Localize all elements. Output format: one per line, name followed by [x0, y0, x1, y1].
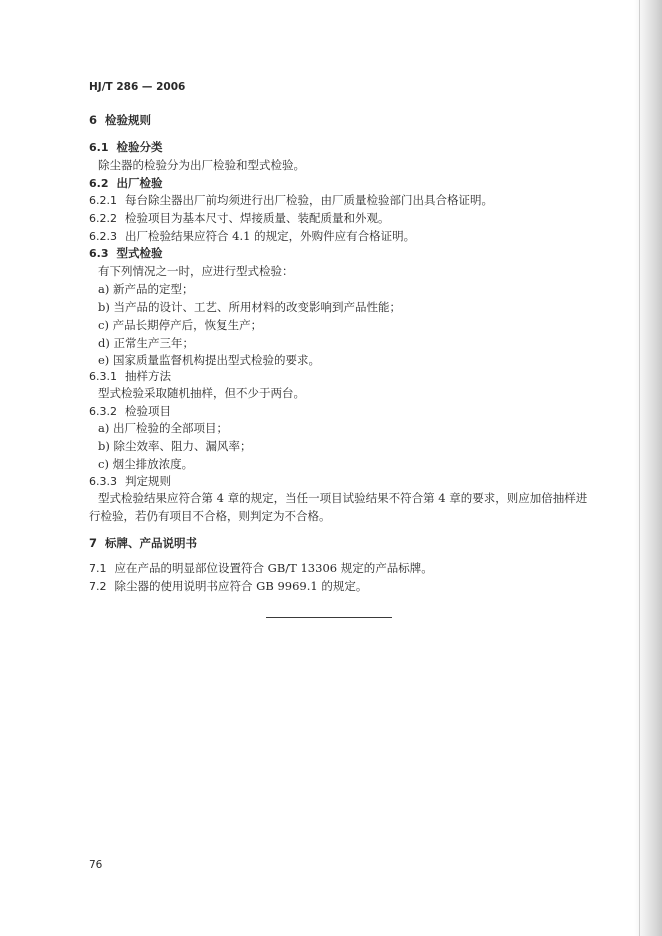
clause-title: 型式检验 — [116, 246, 163, 260]
clause-6-1-heading — [89, 140, 163, 155]
clause-title: 检验项目 — [125, 404, 171, 418]
clause-number: 6.3.1 — [89, 370, 117, 383]
clause-6-3-1-body: 型式检验采取随机抽样，但不少于两台。 — [98, 386, 305, 400]
list-item: c) 烟尘排放浓度。 — [98, 457, 194, 471]
list-item: e) 国家质量监督机构提出型式检验的要求。 — [98, 353, 320, 367]
clause-number: 7.1 — [89, 562, 107, 575]
list-item: a) 出厂检验的全部项目； — [98, 421, 228, 435]
section-7-heading — [89, 536, 197, 550]
clause-6-2-2 — [89, 211, 390, 226]
clause-7-1 — [89, 561, 433, 576]
section-title: 标牌、产品说明书 — [105, 536, 198, 550]
clause-6-3-intro: 有下列情况之一时，应进行型式检验： — [98, 264, 294, 278]
clause-number: 6.3.3 — [89, 475, 117, 488]
clause-number: 6.3.2 — [89, 405, 117, 418]
list-item: b) 当产品的设计、工艺、所用材料的改变影响到产品性能； — [98, 300, 402, 314]
clause-6-3-3-heading — [89, 474, 171, 489]
clause-6-3-3-body-line-1: 型式检验结果应符合第 4 章的规定，当任一项目试验结果不符合第 4 章的要求，则应加倍抽样进 — [98, 491, 588, 505]
clause-number: 6.2.3 — [89, 230, 117, 243]
clause-text: 每台除尘器出厂前均须进行出厂检验，由厂质量检验部门出具合格证明。 — [125, 193, 493, 207]
clause-6-2-3 — [89, 229, 415, 244]
clause-text: 出厂检验结果应符合 4.1 的规定，外购件应有合格证明。 — [125, 229, 416, 243]
clause-text: 应在产品的明显部位设置符合 GB/T 13306 规定的产品标牌。 — [114, 561, 433, 575]
section-6-heading — [89, 113, 151, 127]
clause-7-2 — [89, 579, 367, 594]
clause-text: 除尘器的使用说明书应符合 GB 9969.1 的规定。 — [114, 579, 368, 593]
section-number: 7 — [89, 536, 98, 550]
list-item: b) 除尘效率、阻力、漏风率； — [98, 439, 252, 453]
section-title: 检验规则 — [105, 113, 152, 127]
clause-number: 7.2 — [89, 580, 107, 593]
clause-6-3-2-heading — [89, 404, 171, 419]
clause-6-2-heading — [89, 176, 163, 191]
running-header: HJ/T 286 — 2006 — [89, 81, 186, 93]
clause-number: 6.2.1 — [89, 194, 117, 207]
clause-6-3-1-heading — [89, 369, 171, 384]
page-edge-line — [639, 0, 640, 936]
clause-title: 检验分类 — [116, 140, 163, 154]
clause-text: 检验项目为基本尺寸、焊接质量、装配质量和外观。 — [125, 211, 390, 225]
clause-6-2-1 — [89, 193, 493, 208]
clause-6-3-3-body-line-2: 行检验，若仍有项目不合格，则判定为不合格。 — [89, 509, 331, 523]
clause-6-1-body: 除尘器的检验分为出厂检验和型式检验。 — [98, 158, 305, 172]
clause-number: 6.3 — [89, 247, 109, 260]
clause-number: 6.2 — [89, 177, 109, 190]
clause-title: 判定规则 — [125, 474, 171, 488]
section-number: 6 — [89, 113, 98, 127]
list-item: c) 产品长期停产后，恢复生产； — [98, 318, 263, 332]
list-item: d) 正常生产三年； — [98, 336, 195, 350]
end-rule — [266, 617, 392, 618]
list-item: a) 新产品的定型； — [98, 282, 194, 296]
page-number: 76 — [89, 859, 103, 871]
clause-number: 6.1 — [89, 141, 109, 154]
clause-6-3-heading — [89, 246, 163, 261]
clause-title: 出厂检验 — [116, 176, 163, 190]
clause-number: 6.2.2 — [89, 212, 117, 225]
clause-title: 抽样方法 — [125, 369, 171, 383]
